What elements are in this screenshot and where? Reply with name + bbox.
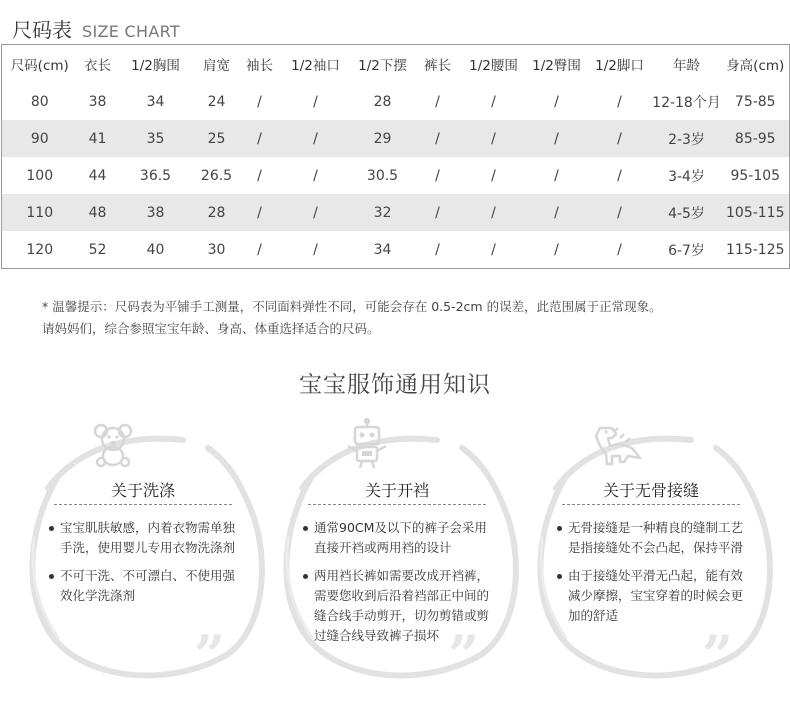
- dinosaur-icon: [590, 422, 642, 472]
- card-title: 关于开裆: [364, 481, 429, 500]
- list-item: 两用裆长裤如需要改成开裆裤，需要您收到后沿着裆部正中间的缝合线手动剪开，切勿剪错或剪过缝合线导致裤子损坏: [302, 566, 498, 646]
- card-title: 关于无骨接缝: [602, 481, 699, 500]
- list-item: 由于接缝处平滑无凸起，能有效减少摩擦，宝宝穿着的时候会更加的舒适: [556, 566, 752, 626]
- table-cell: /: [554, 167, 559, 184]
- table-header-row: [2, 45, 790, 84]
- card-divider: [308, 504, 486, 505]
- table-cell: 95-105: [730, 167, 781, 184]
- column-header: 衣长: [78, 45, 118, 84]
- robot-icon: [344, 418, 390, 474]
- quote-mark-icon: ”: [448, 623, 480, 687]
- table-cell: 120: [26, 241, 54, 258]
- table-cell: /: [617, 167, 622, 184]
- table-cell: /: [280, 120, 352, 157]
- knowledge-title: 宝宝服饰通用知识: [299, 372, 491, 398]
- table-cell: /: [313, 93, 318, 110]
- table-cell: 6-7岁: [668, 242, 705, 259]
- size-chart-subtitle: SIZE CHART: [82, 22, 180, 41]
- column-header: 1/2袖口: [280, 45, 352, 84]
- table-cell: 85-95: [722, 120, 790, 157]
- column-header: 1/2腰围: [462, 45, 526, 84]
- table-cell: /: [414, 120, 462, 157]
- table-cell: /: [491, 93, 496, 110]
- table-cell: 25: [194, 120, 240, 157]
- card-list: [302, 518, 498, 654]
- table-cell: /: [435, 241, 440, 258]
- table-cell: 90: [2, 120, 78, 157]
- column-header: 1/2臀围: [526, 45, 588, 84]
- size-table: [1, 44, 790, 269]
- teddy-bear-icon: [90, 422, 136, 472]
- size-notes: [42, 296, 662, 340]
- table-cell: /: [588, 120, 652, 157]
- table-cell: 34: [146, 93, 165, 110]
- column-header: 年龄: [652, 45, 722, 84]
- table-cell: 35: [118, 120, 194, 157]
- table-cell: 48: [78, 194, 118, 231]
- knowledge-card: [272, 418, 522, 688]
- table-cell: 4-5岁: [652, 194, 722, 231]
- card-list: [556, 518, 752, 634]
- table-cell: /: [240, 120, 280, 157]
- card-list: [48, 518, 244, 614]
- table-cell: /: [526, 194, 588, 231]
- column-header: 身高(cm): [722, 45, 790, 84]
- quote-mark-icon: ”: [194, 623, 226, 687]
- knowledge-card: [526, 418, 776, 688]
- note-line: * 温馨提示：尺码表为平铺手工测量，不同面料弹性不同，可能会存在 0.5-2cm 的误差，此范围属于正常现象。: [42, 299, 662, 314]
- table-row: [2, 83, 790, 120]
- table-cell: 38: [118, 194, 194, 231]
- table-row: [2, 120, 790, 157]
- table-cell: /: [257, 93, 262, 110]
- column-header: 尺码(cm): [2, 45, 78, 84]
- table-cell: /: [491, 167, 496, 184]
- table-cell: /: [257, 241, 262, 258]
- table-cell: 30: [207, 241, 226, 258]
- list-item: 不可干洗、不可漂白、不使用强效化学洗涤剂: [48, 566, 244, 606]
- column-header: 袖长: [240, 45, 280, 84]
- table-cell: /: [313, 241, 318, 258]
- table-cell: /: [491, 241, 496, 258]
- table-cell: 40: [146, 241, 165, 258]
- table-cell: 75-85: [734, 93, 776, 110]
- card-divider: [562, 504, 740, 505]
- table-cell: 80: [30, 93, 49, 110]
- table-cell: 44: [88, 167, 107, 184]
- quote-mark-icon: ”: [702, 623, 734, 687]
- table-row: [2, 231, 790, 269]
- table-cell: 28: [194, 194, 240, 231]
- column-header: 1/2下摆: [352, 45, 414, 84]
- table-cell: /: [257, 167, 262, 184]
- size-chart-header: [12, 14, 180, 40]
- table-cell: /: [240, 194, 280, 231]
- table-cell: /: [462, 120, 526, 157]
- table-cell: 2-3岁: [652, 120, 722, 157]
- table-cell: /: [435, 93, 440, 110]
- table-cell: 115-125: [726, 241, 785, 258]
- table-cell: 32: [352, 194, 414, 231]
- list-item: 无骨接缝是一种精良的缝制工艺是指接缝处不会凸起，保持平滑: [556, 518, 752, 558]
- card-divider: [54, 504, 232, 505]
- table-cell: /: [617, 241, 622, 258]
- table-cell: /: [280, 194, 352, 231]
- column-header: 肩宽: [194, 45, 240, 84]
- list-item: 通常90CM及以下的裤子会采用直接开裆或两用裆的设计: [302, 518, 498, 558]
- table-cell: 30.5: [366, 167, 399, 184]
- table-row: [2, 194, 790, 231]
- column-header: 1/2脚口: [588, 45, 652, 84]
- table-row: [2, 157, 790, 194]
- table-cell: 3-4岁: [668, 168, 705, 185]
- table-cell: 41: [78, 120, 118, 157]
- table-cell: 100: [26, 167, 54, 184]
- table-cell: 26.5: [200, 167, 233, 184]
- table-cell: 34: [373, 241, 392, 258]
- table-cell: 105-115: [722, 194, 790, 231]
- knowledge-card: [18, 418, 268, 688]
- table-cell: 28: [373, 93, 392, 110]
- table-cell: 12-18个月: [652, 94, 721, 111]
- table-cell: /: [414, 194, 462, 231]
- table-cell: /: [435, 167, 440, 184]
- table-cell: /: [526, 120, 588, 157]
- table-cell: 29: [352, 120, 414, 157]
- table-cell: /: [313, 167, 318, 184]
- table-cell: /: [554, 241, 559, 258]
- note-line: 请妈妈们，综合参照宝宝年龄、身高、体重选择适合的尺码。: [42, 321, 380, 336]
- column-header: 裤长: [414, 45, 462, 84]
- column-header: 1/2胸围: [118, 45, 194, 84]
- table-cell: 38: [88, 93, 107, 110]
- table-cell: 24: [207, 93, 226, 110]
- table-cell: /: [554, 93, 559, 110]
- table-cell: /: [588, 194, 652, 231]
- list-item: 宝宝肌肤敏感，内着衣物需单独手洗，使用婴儿专用衣物洗涤剂: [48, 518, 244, 558]
- size-chart-title: 尺码表: [12, 18, 72, 42]
- table-cell: 36.5: [139, 167, 172, 184]
- table-cell: 52: [88, 241, 107, 258]
- table-cell: /: [617, 93, 622, 110]
- table-cell: 110: [2, 194, 78, 231]
- card-title: 关于洗涤: [110, 481, 175, 500]
- table-cell: /: [462, 194, 526, 231]
